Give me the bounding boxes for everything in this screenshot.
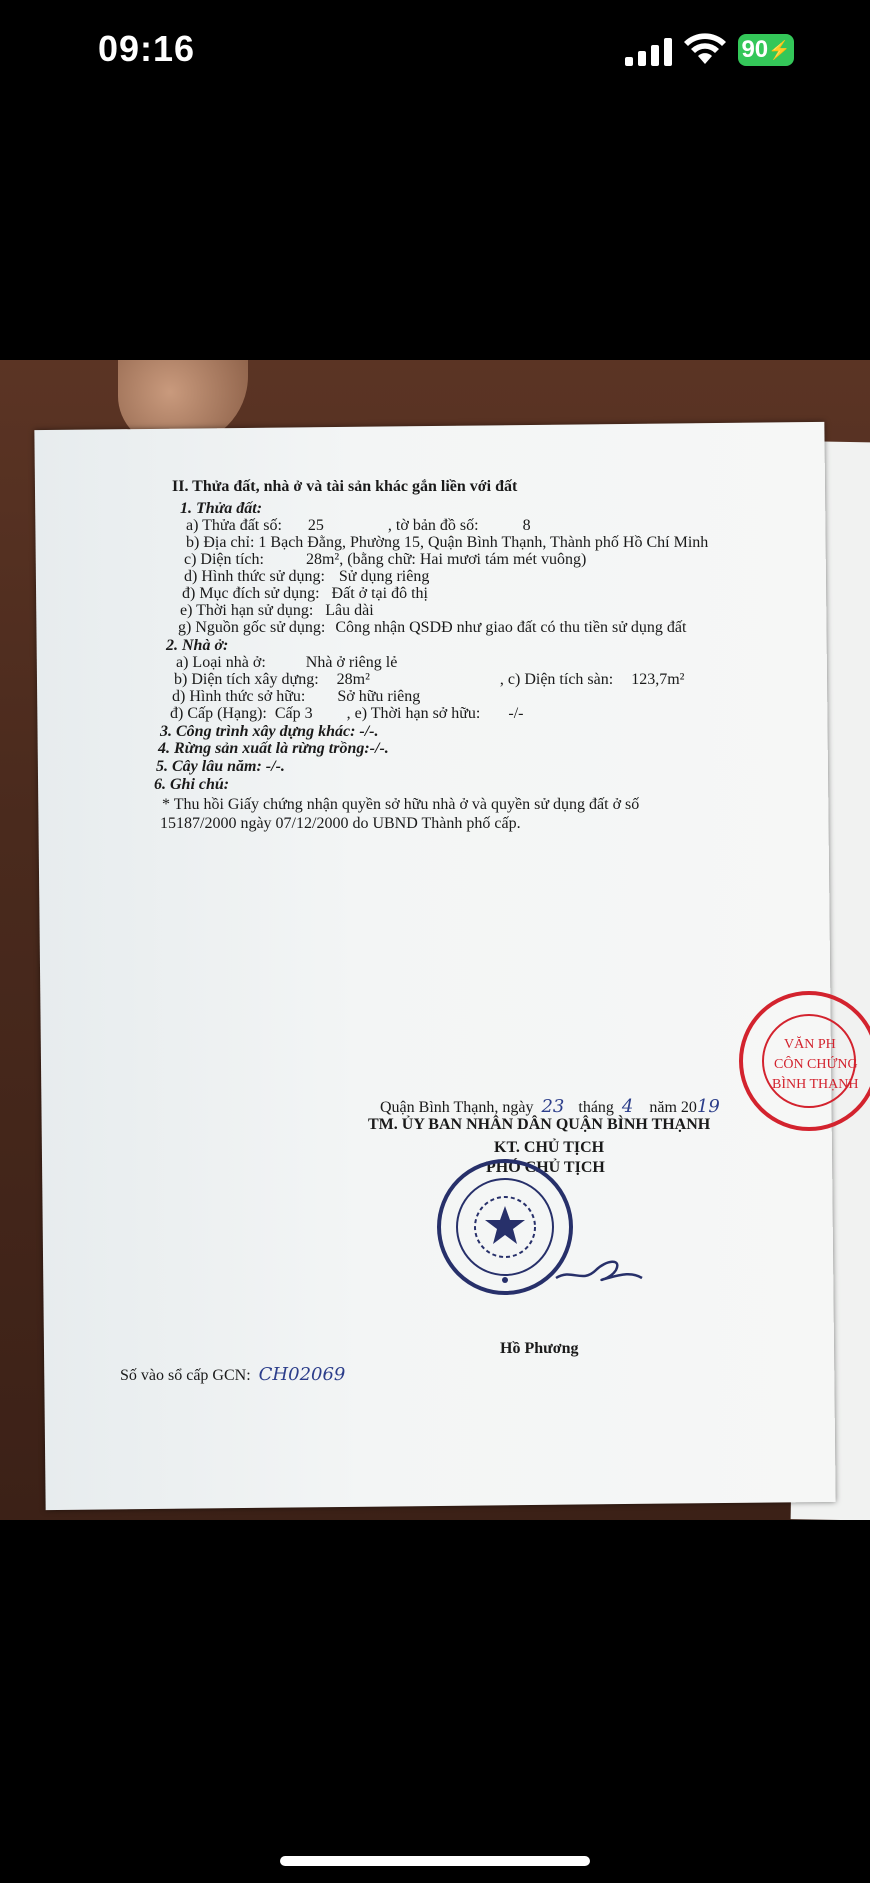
role-kt-chu-tich: KT. CHỦ TỊCH (494, 1139, 605, 1156)
signer-name: Hồ Phương (500, 1340, 579, 1357)
s6-note-1: * Thu hồi Giấy chứng nhận quyền sở hữu nhà ở và quyền sử dụng đất ở số (162, 796, 640, 813)
document-text (0, 360, 870, 1520)
s2-e-label: đ) Cấp (Hạng): (170, 705, 267, 722)
s1-c-label: c) Diện tích: (184, 551, 264, 568)
s6-note-2: 15187/2000 ngày 07/12/2000 do UBND Thành phố cấp. (160, 815, 521, 832)
s2-e (170, 705, 523, 723)
s1-f-label: e) Thời hạn sử dụng: (180, 602, 314, 619)
s2-b-value: 28m² (336, 671, 370, 688)
date-prefix: Quận Bình Thạnh, ngày (380, 1099, 534, 1116)
date-year: 19 (696, 1096, 720, 1117)
s1-a (186, 517, 531, 535)
s4: 4. Rừng sản xuất là rừng trồng:-/-. (158, 740, 389, 757)
battery-level: 90 (741, 36, 769, 63)
s1-g-label: g) Nguồn gốc sử dụng: (178, 619, 326, 636)
s2-f-value: -/- (508, 705, 524, 722)
s1-g (178, 619, 686, 637)
home-indicator[interactable] (280, 1856, 590, 1866)
s1-a-map-value: 8 (522, 517, 531, 534)
s1-d-label: d) Hình thức sử dụng: (184, 568, 325, 585)
s1-e (182, 585, 428, 603)
s1-g-value: Công nhận QSDĐ như giao đất có thu tiền sử dụng đất (335, 619, 687, 636)
date-day: 23 (541, 1096, 565, 1117)
section-heading: II. Thửa đất, nhà ở và tài sản khác gắn liền với đất (172, 478, 518, 495)
s2-e-value: Cấp 3 (274, 705, 313, 722)
s1-f (180, 602, 374, 620)
signature (552, 1248, 648, 1288)
status-time: 09:16 (98, 28, 196, 69)
cellular-signal-icon (625, 38, 673, 66)
battery-icon: 90 ⚡ (738, 34, 794, 66)
date-month-label: tháng (578, 1099, 614, 1116)
s1-c (184, 551, 586, 569)
s2-b (174, 671, 684, 689)
s6-title: 6. Ghi chú: (154, 776, 230, 793)
s2-title: 2. Nhà ở: (166, 637, 229, 654)
document-photo (0, 360, 870, 1520)
registry-label: Số vào sổ cấp GCN: (120, 1367, 251, 1384)
s2-f-label: , e) Thời hạn sở hữu: (346, 705, 481, 722)
s5: 5. Cây lâu năm: -/-. (156, 758, 285, 775)
s2-d (172, 688, 420, 706)
s1-d-value: Sử dụng riêng (338, 568, 430, 585)
s2-a-label: a) Loại nhà ở: (176, 654, 266, 671)
s2-c-label: , c) Diện tích sàn: (499, 671, 614, 688)
wifi-icon (683, 32, 727, 66)
s1-title: 1. Thửa đất: (180, 500, 263, 517)
s1-c-value: 28m², (bằng chữ: Hai mươi tám mét vuông) (305, 551, 587, 568)
s2-a (176, 654, 397, 672)
s3: 3. Công trình xây dựng khác: -/-. (160, 723, 379, 740)
date-month: 4 (621, 1096, 634, 1117)
s1-a-label: a) Thửa đất số: (186, 517, 282, 534)
role-pho-chu-tich: PHÓ CHỦ TỊCH (486, 1159, 605, 1176)
s2-c-value: 123,7m² (631, 671, 685, 688)
s1-a-map-label: , tờ bản đồ số: (387, 517, 479, 534)
s1-a-value: 25 (307, 517, 324, 534)
status-bar (0, 0, 870, 100)
s1-e-label: đ) Mục đích sử dụng: (182, 585, 320, 602)
red-stamp-line2: CÔN CHỨNG (774, 1057, 858, 1072)
date-year-label: năm 20 (649, 1099, 697, 1116)
red-stamp-line3: BÌNH THẠNH (772, 1077, 859, 1092)
issuer: TM. ỦY BAN NHÂN DÂN QUẬN BÌNH THẠNH (368, 1116, 711, 1133)
registry-value: CH02069 (258, 1364, 346, 1385)
notary-red-stamp (734, 986, 870, 1136)
s2-b-label: b) Diện tích xây dựng: (174, 671, 319, 688)
registry (120, 1364, 345, 1385)
issue-date (380, 1096, 720, 1117)
s2-a-value: Nhà ở riêng lẻ (305, 654, 398, 671)
s2-d-value: Sở hữu riêng (337, 688, 421, 705)
s2-d-label: d) Hình thức sở hữu: (172, 688, 306, 705)
s1-b: b) Địa chỉ: 1 Bạch Đằng, Phường 15, Quận Bình Thạnh, Thành phố Hồ Chí Minh (186, 534, 709, 551)
s1-f-value: Lâu dài (325, 602, 374, 619)
red-stamp-line1: VĂN PH (784, 1037, 836, 1052)
s1-e-value: Đất ở tại đô thị (331, 585, 428, 602)
s1-d (184, 568, 429, 586)
